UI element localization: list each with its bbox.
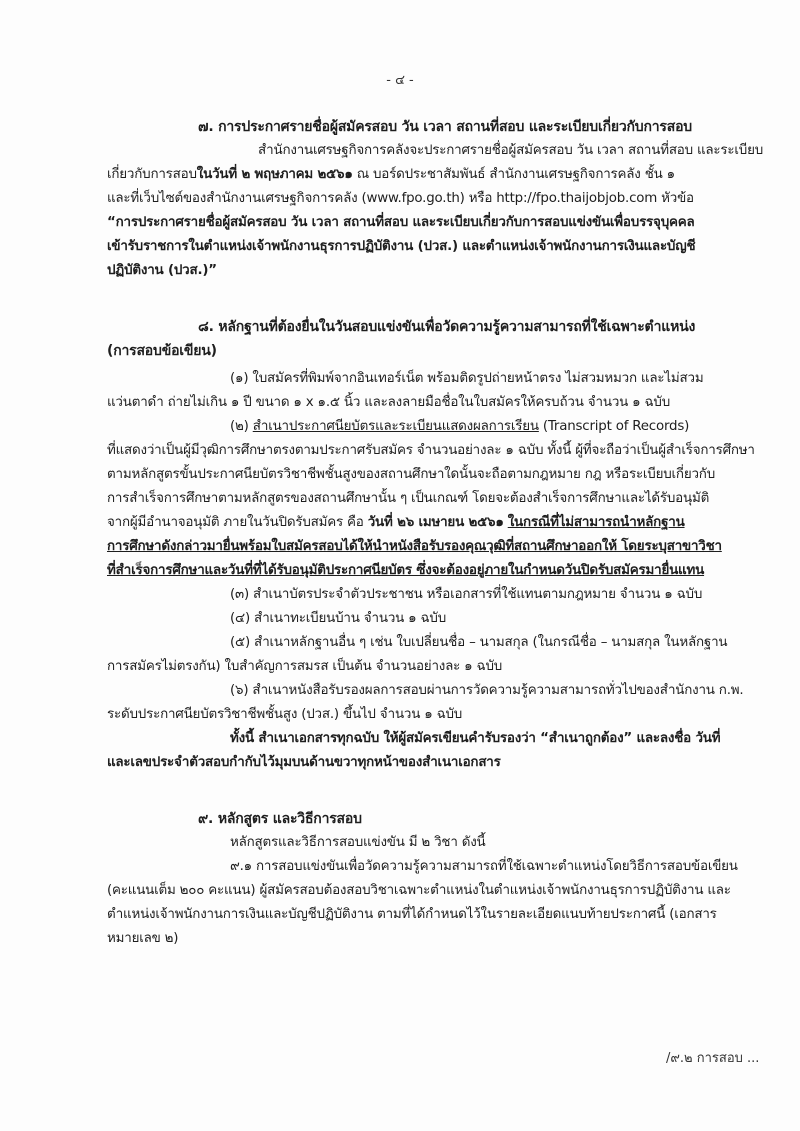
section-8-item-6: ระดับประกาศนียบัตรวิชาชีพชั้นสูง (ปวส.) ขึ้นไป จำนวน ๑ ฉบับ <box>107 707 463 722</box>
section-7-text: และที่เว็บไซต์ของสำนักงานเศรษฐกิจการคลัง (www.fpo.go.th) หรือ http://fpo.thaijobjob.com หัวข้อ <box>107 191 694 206</box>
section-7-text <box>107 166 675 184</box>
announcement-date: ในวันที่ ๒ พฤษภาคม ๒๕๖๑ <box>196 167 353 182</box>
section-7-quote: เข้ารับราชการในตำแหน่งเจ้าพนักงานธุรการปฏิบัติงาน (ปวส.) และตำแหน่งเจ้าพนักงานการเงินและบัญชี <box>107 239 696 254</box>
section-8-item-2: ที่แสดงว่าเป็นผู้มีวุฒิการศึกษาตรงตามประกาศรับสมัคร จำนวนอย่างละ ๑ ฉบับ ทั้งนี้ ผู้ที่จะถือว่าเป็นผู้สำเร็จการศึกษา <box>107 443 755 458</box>
section-8-item-5: (๕) สำเนาหลักฐานอื่น ๆ เช่น ใบเปลี่ยนชื่อ – นามสกุล (ในกรณีชื่อ – นามสกุล ในหลักฐาน <box>230 635 728 650</box>
section-8-item-4: (๔) สำเนาทะเบียนบ้าน จำนวน ๑ ฉบับ <box>230 611 447 626</box>
section-8-item-5: การสมัครไม่ตรงกัน) ใบสำคัญการสมรส เป็นต้น จำนวนอย่างละ ๑ ฉบับ <box>107 659 503 674</box>
underlined-text: สำเนาประกาศนียบัตรและระเบียนแสดงผลการเรียน <box>252 419 539 434</box>
underlined-text: ในกรณีที่ไม่สามารถนำหลักฐาน <box>507 515 685 530</box>
section-8-item-2: ตามหลักสูตรขั้นประกาศนียบัตรวิชาชีพชั้นสูงของสถานศึกษาใดนั้นจะถือตามกฎหมาย กฎ หรือระเบียบเกี่ยวกับ <box>107 467 716 482</box>
continuation-note: /๙.๒ การสอบ ... <box>666 1051 760 1066</box>
section-8-item-2 <box>230 418 689 436</box>
text-span: ณ บอร์ดประชาสัมพันธ์ สำนักงานเศรษฐกิจการคลัง ชั้น ๑ <box>352 167 675 182</box>
section-8-item-2-underlined: การศึกษาดังกล่าวมายื่นพร้อมใบสมัครสอบได้ให้นำหนังสือรับรองคุณวุฒิที่สถานศึกษาออกให้ โดยระบุสาขาวิชา <box>107 539 722 554</box>
section-8-note: และเลขประจำตัวสอบกำกับไว้มุมบนด้านขวาทุกหน้าของสำเนาเอกสาร <box>107 755 501 770</box>
section-7-quote: ปฏิบัติงาน (ปวส.)” <box>107 263 217 278</box>
section-9-text: ตำแหน่งเจ้าพนักงานการเงินและบัญชีปฏิบัติงาน ตามที่ได้กำหนดไว้ในรายละเอียดแนบท้ายประกาศนี้ (เอกสาร <box>107 907 717 922</box>
section-8-item-2-underlined: ที่สำเร็จการศึกษาและวันที่ที่ได้รับอนุมัติประกาศนียบัตร ซึ่งจะต้องอยู่ภายในกำหนดวันปิดรับสมัครมายื่นแทน <box>107 563 705 578</box>
section-7-heading: ๗. การประกาศรายชื่อผู้สมัครสอบ วัน เวลา สถานที่สอบ และระเบียบเกี่ยวกับการสอบ <box>198 119 692 135</box>
section-8-item-2: การสำเร็จการศึกษาตามหลักสูตรของสถานศึกษานั้น ๆ เป็นเกณฑ์ โดยจะต้องสำเร็จการศึกษาและได้รับอนุมัติ <box>107 491 710 506</box>
section-8-item-6: (๖) สำเนาหนังสือรับรองผลการสอบผ่านการวัดความรู้ความสามารถทั่วไปของสำนักงาน ก.พ. <box>230 683 744 698</box>
section-8-note: ทั้งนี้ สำเนาเอกสารทุกฉบับ ให้ผู้สมัครเขียนคำรับรองว่า “สำเนาถูกต้อง” และลงชื่อ วันที่ <box>230 731 721 746</box>
section-9-text: หลักสูตรและวิธีการสอบแข่งขัน มี ๒ วิชา ดังนี้ <box>230 835 486 850</box>
text-span: เกี่ยวกับการสอบ <box>107 167 197 182</box>
section-8-heading: (การสอบข้อเขียน) <box>107 343 217 359</box>
section-9-text: หมายเลข ๒) <box>107 931 179 946</box>
section-9-text: ๙.๑ การสอบแข่งขันเพื่อวัดความรู้ความสามารถที่ใช้เฉพาะตำแหน่งโดยวิธีการสอบข้อเขียน <box>230 859 738 874</box>
page-number: - ๔ - <box>386 73 414 88</box>
closing-date: วันที่ ๒๖ เมษายน ๒๕๖๑ <box>367 515 504 530</box>
section-7-text: สำนักงานเศรษฐกิจการคลังจะประกาศรายชื่อผู้สมัครสอบ วัน เวลา สถานที่สอบ และระเบียบ <box>258 143 764 158</box>
text-span: (๒) <box>230 419 253 434</box>
section-8-item-1: แว่นตาดำ ถ่ายไม่เกิน ๑ ปี ขนาด ๑ x ๑.๕ นิ้ว และลงลายมือชื่อในใบสมัครให้ครบถ้วน จำนวน ๑ ฉบับ <box>107 395 671 410</box>
section-7-quote: “การประกาศรายชื่อผู้สมัครสอบ วัน เวลา สถานที่สอบ และระเบียบเกี่ยวกับการสอบแข่งขันเพื่อบรรจุบุคคล <box>107 215 695 230</box>
section-8-heading: ๘. หลักฐานที่ต้องยื่นในวันสอบแข่งขันเพื่อวัดความรู้ความสามารถที่ใช้เฉพาะตำแหน่ง <box>198 319 696 335</box>
section-9-heading: ๙. หลักสูตร และวิธีการสอบ <box>198 811 362 827</box>
section-8-item-2 <box>107 514 685 532</box>
text-span: (Transcript of Records) <box>538 419 690 434</box>
section-8-item-3: (๓) สำเนาบัตรประจำตัวประชาชน หรือเอกสารที่ใช้แทนตามกฎหมาย จำนวน ๑ ฉบับ <box>230 587 703 602</box>
text-span: จากผู้มีอำนาจอนุมัติ ภายในวันปิดรับสมัคร คือ <box>107 515 368 530</box>
section-9-text: (คะแนนเต็ม ๒๐๐ คะแนน) ผู้สมัครสอบต้องสอบวิชาเฉพาะตำแหน่งในตำแหน่งเจ้าพนักงานธุรการปฏิบัติงาน และ <box>107 883 731 898</box>
section-8-item-1: (๑) ใบสมัครที่พิมพ์จากอินเทอร์เน็ต พร้อมติดรูปถ่ายหน้าตรง ไม่สวมหมวก และไม่สวม <box>230 371 704 386</box>
